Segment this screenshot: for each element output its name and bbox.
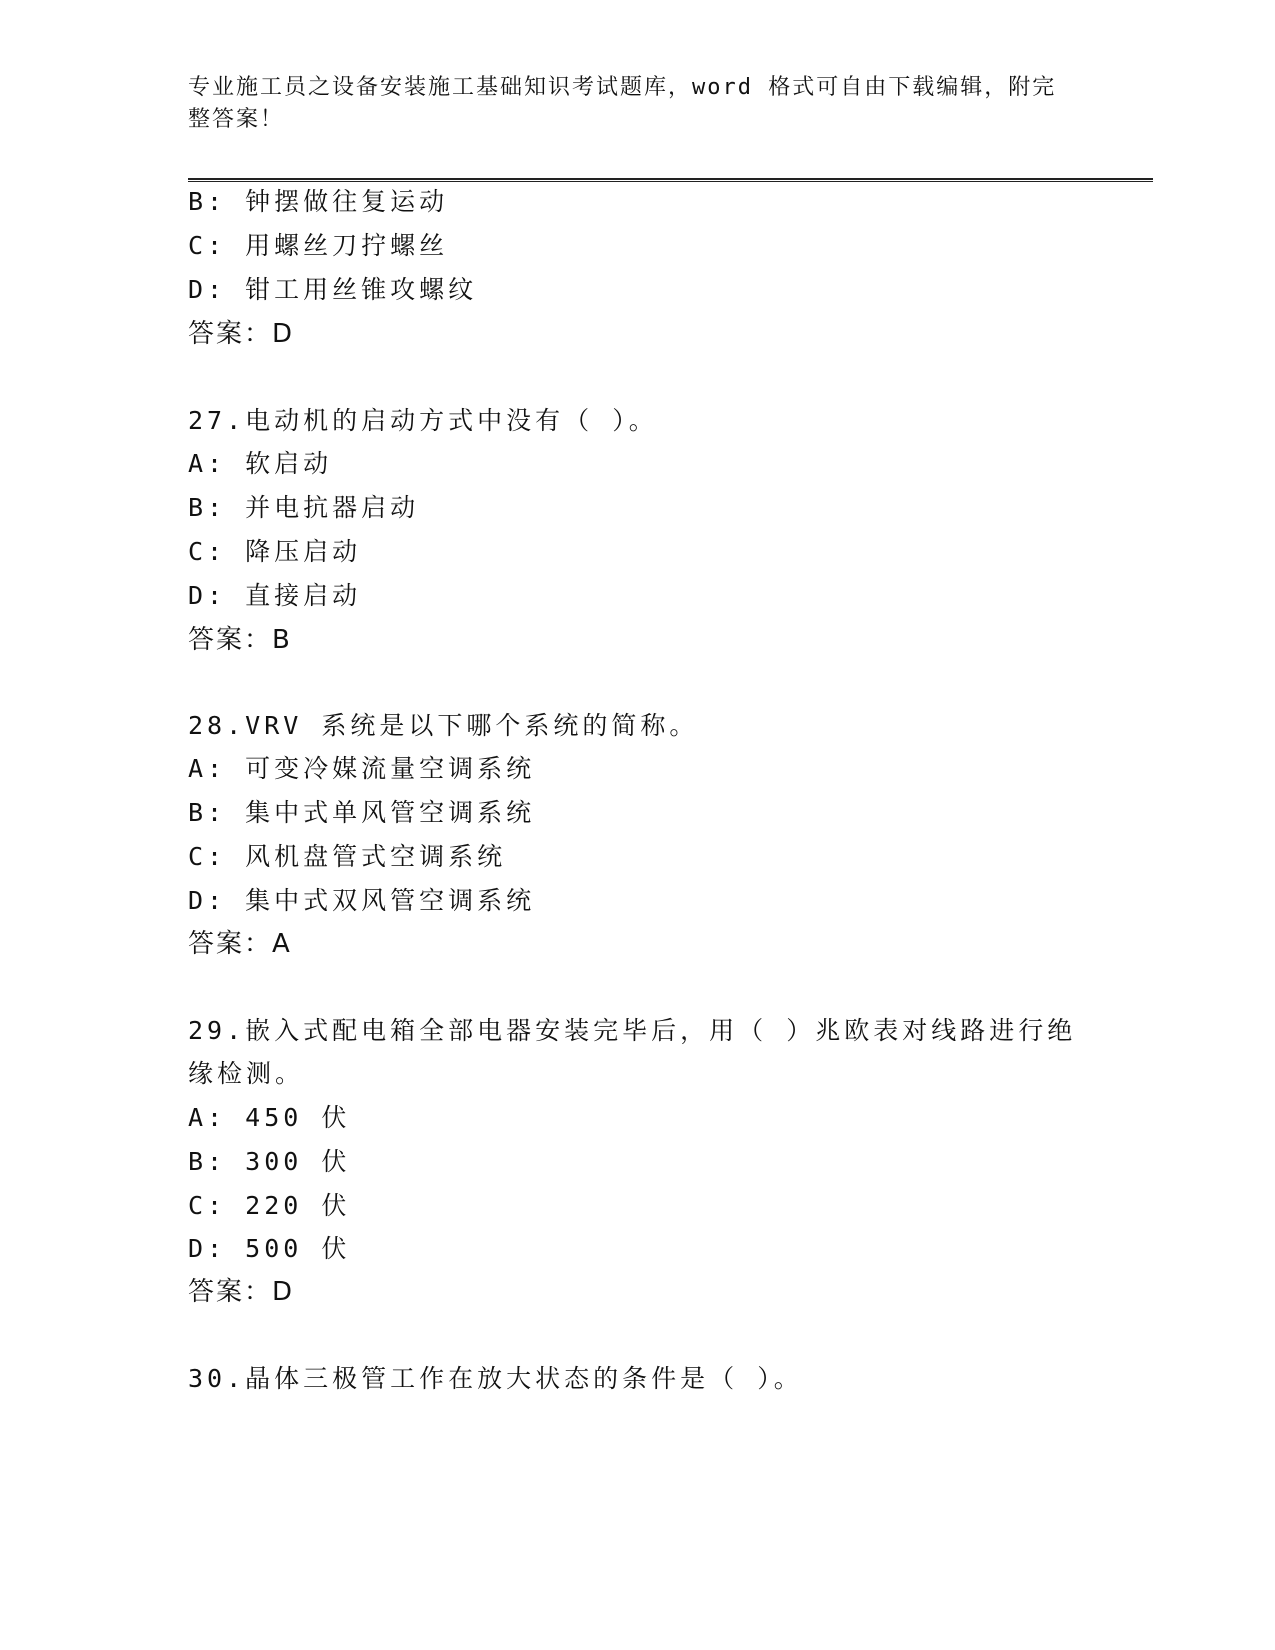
q28-answer: 答案：A (188, 929, 292, 959)
q26-option-b: B: 钟摆做往复运动 (188, 187, 449, 216)
q29-question-line-1: 29.嵌入式配电箱全部电器安装完毕后，用（ ）兆欧表对线路进行绝 (188, 1016, 1077, 1045)
q26-option-d: D: 钳工用丝锥攻螺纹 (188, 275, 478, 304)
q29-answer: 答案：D (188, 1277, 295, 1307)
q29-option-a: A: 450 伏 (188, 1103, 351, 1132)
header-intro-line-1: 专业施工员之设备安装施工基础知识考试题库，word 格式可自由下载编辑，附完 (188, 75, 1057, 100)
q28-question: 28.VRV 系统是以下哪个系统的简称。 (188, 711, 699, 740)
header-divider (188, 178, 1153, 182)
q26-answer: 答案：D (188, 319, 295, 349)
q29-option-d: D: 500 伏 (188, 1234, 351, 1263)
document-header (188, 72, 1068, 136)
q27-option-b: B: 并电抗器启动 (188, 493, 420, 522)
q27-option-d: D: 直接启动 (188, 581, 362, 610)
q28-option-a: A: 可变冷媒流量空调系统 (188, 754, 536, 783)
q28-option-b: B: 集中式单风管空调系统 (188, 798, 536, 827)
q27-option-a: A: 软启动 (188, 449, 333, 478)
q28-option-d: D: 集中式双风管空调系统 (188, 886, 536, 915)
q27-option-c: C: 降压启动 (188, 537, 362, 566)
q29-option-c: C: 220 伏 (188, 1191, 351, 1220)
q26-option-c: C: 用螺丝刀拧螺丝 (188, 231, 449, 260)
header-intro-line-2: 整答案！ (188, 107, 285, 132)
q28-option-c: C: 风机盘管式空调系统 (188, 842, 507, 871)
q30-question: 30.晶体三极管工作在放大状态的条件是（ ）。 (188, 1364, 803, 1393)
q29-option-b: B: 300 伏 (188, 1147, 351, 1176)
q27-question: 27.电动机的启动方式中没有（ ）。 (188, 406, 658, 435)
q29-question-line-2: 缘检测。 (188, 1059, 305, 1088)
q27-answer: 答案：B (188, 625, 292, 655)
